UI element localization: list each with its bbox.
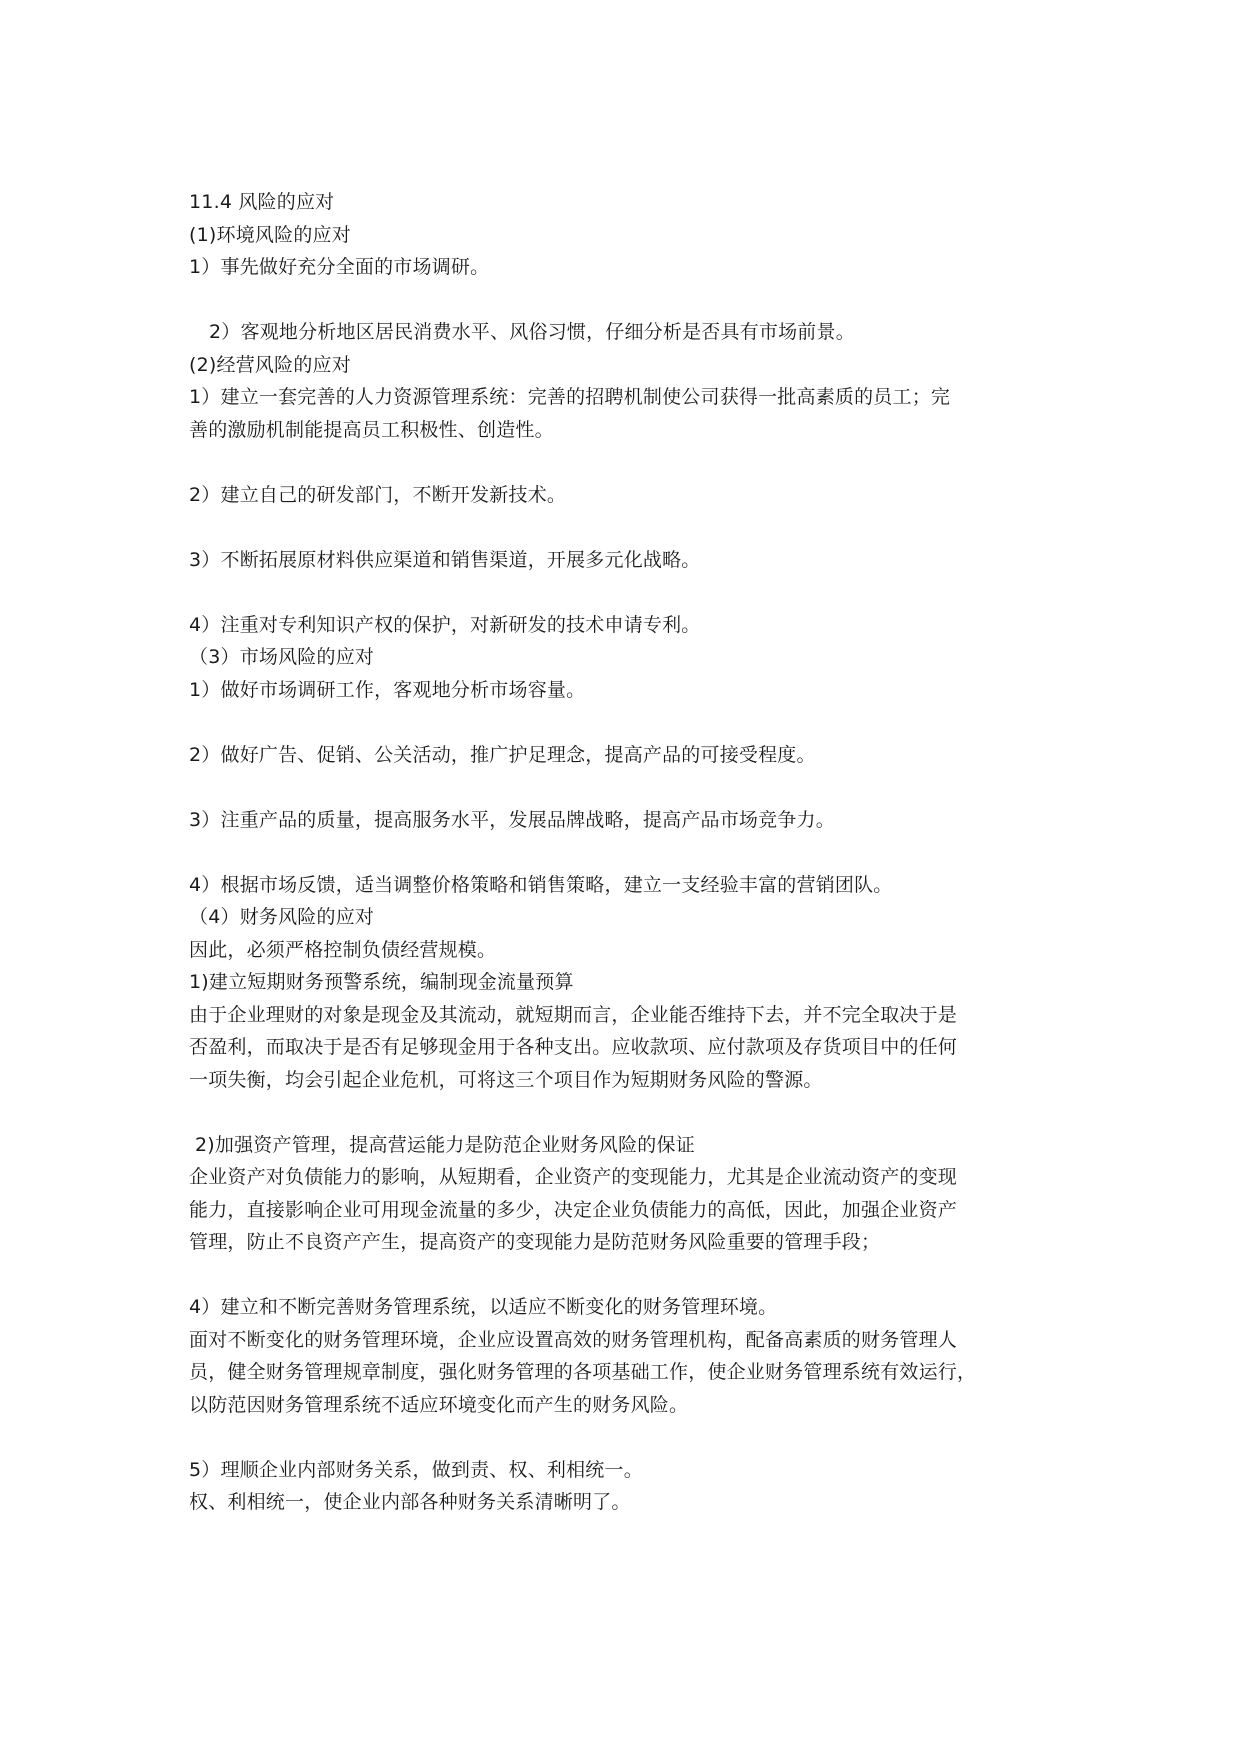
- finance-risk-item-4-line-3: 以防范因财务管理系统不适应环境变化而产生的财务风险。: [189, 1393, 689, 1416]
- paragraph-gap: [189, 576, 1059, 609]
- ops-risk-item-2: 2）建立自己的研发部门，不断开发新技术。: [189, 483, 567, 506]
- finance-risk-item-5-title: 5）理顺企业内部财务关系，做到责、权、利相统一。: [189, 1458, 643, 1481]
- finance-risk-item-2-line-3: 管理，防止不良资产产生，提高资产的变现能力是防范财务风险重要的管理手段；: [189, 1231, 881, 1253]
- finance-risk-item-2-line-1: 企业资产对负债能力的影响，从短期看，企业资产的变现能力，尤其是企业流动资产的变现: [189, 1166, 958, 1188]
- ops-risk-item-1-line-2: 善的激励机制能提高员工积极性、创造性。: [189, 418, 554, 441]
- env-risk-item-1: 1）事先做好充分全面的市场调研。: [189, 256, 490, 278]
- paragraph-gap: [189, 1259, 1059, 1292]
- env-risk-heading: (1)环境风险的应对: [189, 223, 351, 246]
- finance-risk-heading: （4）财务风险的应对: [189, 906, 375, 928]
- market-risk-item-4: 4）根据市场反馈，适当调整价格策略和销售策略，建立一支经验丰富的营销团队。: [189, 873, 893, 896]
- market-risk-item-1: 1）做好市场调研工作，客观地分析市场容量。: [189, 678, 586, 701]
- ops-risk-item-3: 3）不断拓展原材料供应渠道和销售渠道，开展多元化战略。: [189, 548, 701, 571]
- ops-risk-heading: (2)经营风险的应对: [189, 353, 351, 376]
- ops-risk-item-4: 4）注重对专利知识产权的保护，对新研发的技术申请专利。: [189, 613, 701, 636]
- document-body: [189, 186, 1059, 1519]
- paragraph-gap: [189, 511, 1059, 544]
- finance-risk-item-2-line-2: 能力，直接影响企业可用现金流量的多少，决定企业负债能力的高低，因此，加强企业资产: [189, 1198, 958, 1221]
- paragraph-gap: [189, 446, 1059, 479]
- finance-risk-intro: 因此，必须严格控制负债经营规模。: [189, 938, 497, 961]
- paragraph-gap: [189, 836, 1059, 869]
- finance-risk-item-1-title: 1)建立短期财务预警系统，编制现金流量预算: [189, 971, 574, 993]
- paragraph-gap: [189, 284, 1059, 317]
- finance-risk-item-4-line-2: 员，健全财务管理规章制度，强化财务管理的各项基础工作，使企业财务管理系统有效运行，: [189, 1361, 977, 1383]
- finance-risk-item-4-title: 4）建立和不断完善财务管理系统，以适应不断变化的财务管理环境。: [189, 1296, 778, 1318]
- paragraph-gap: [189, 706, 1059, 739]
- finance-risk-item-5-line-1: 权、利相统一，使企业内部各种财务关系清晰明了。: [189, 1491, 631, 1513]
- finance-risk-item-1-line-2: 否盈利，而取决于是否有足够现金用于各种支出。应收款项、应付款项及存货项目中的任何: [189, 1036, 958, 1058]
- paragraph-gap: [189, 771, 1059, 804]
- paragraph-gap: [189, 1096, 1059, 1129]
- market-risk-item-3: 3）注重产品的质量，提高服务水平，发展品牌战略，提高产品市场竞争力。: [189, 808, 835, 831]
- market-risk-heading: （3）市场风险的应对: [189, 646, 375, 668]
- finance-risk-item-1-line-1: 由于企业理财的对象是现金及其流动，就短期而言，企业能否维持下去，并不完全取决于是: [189, 1003, 958, 1026]
- env-risk-item-2: 2）客观地分析地区居民消费水平、风俗习惯，仔细分析是否具有市场前景。: [209, 321, 855, 343]
- paragraph-gap: [189, 1421, 1059, 1454]
- market-risk-item-2: 2）做好广告、促销、公关活动，推广护足理念，提高产品的可接受程度。: [189, 743, 816, 766]
- ops-risk-item-1-line-1: 1）建立一套完善的人力资源管理系统：完善的招聘机制使公司获得一批高素质的员工；完: [189, 386, 951, 408]
- finance-risk-item-4-line-1: 面对不断变化的财务管理环境，企业应设置高效的财务管理机构，配备高素质的财务管理人: [189, 1328, 958, 1351]
- finance-risk-item-2-title: 2)加强资产管理，提高营运能力是防范企业财务风险的保证: [195, 1133, 695, 1156]
- finance-risk-item-1-line-3: 一项失衡，均会引起企业危机，可将这三个项目作为短期财务风险的警源。: [189, 1068, 823, 1091]
- section-title: 11.4 风险的应对: [189, 191, 335, 213]
